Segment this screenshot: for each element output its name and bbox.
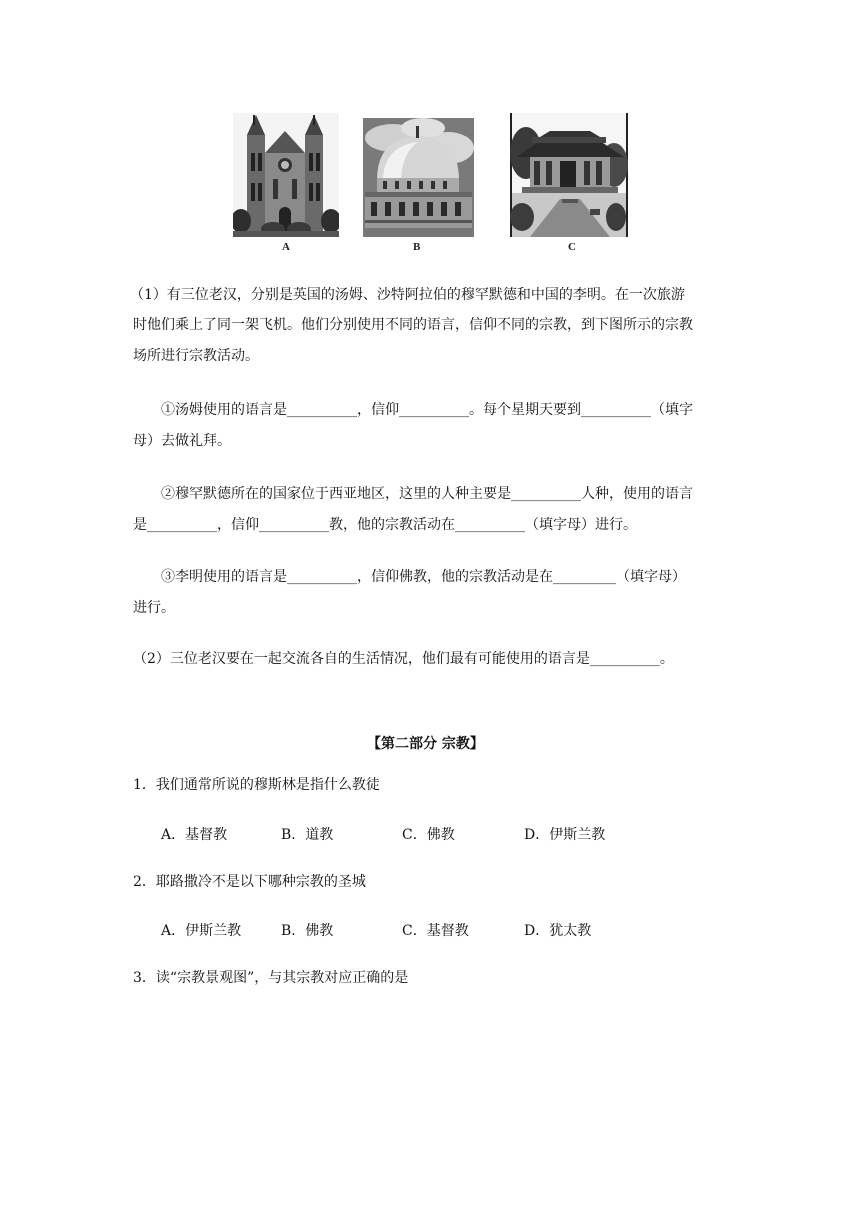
- sub-question-1-line-2: 母）去做礼拜。: [133, 433, 231, 449]
- figure-label-c: C: [568, 241, 576, 253]
- question-2-option-c: C．基督教: [402, 923, 469, 939]
- question-2-option-d: D．犹太教: [524, 923, 592, 939]
- sub-question-2-line-2: 是__________，信仰__________教，他的宗教活动在__________（填字母）进行。: [133, 517, 637, 533]
- figure-label-a: A: [282, 241, 290, 253]
- question-2-option-b: B．佛教: [281, 923, 334, 939]
- question-1-option-d: D．伊斯兰教: [524, 827, 606, 843]
- q1-line-3: 场所进行宗教活动。: [133, 348, 259, 364]
- question-1-stem: 1．我们通常所说的穆斯林是指什么教徒: [133, 777, 380, 793]
- figure-label-b: B: [413, 241, 421, 253]
- sub-question-2-line-1: ②穆罕默德所在的国家位于西亚地区，这里的人种主要是__________人种，使用的语言: [161, 486, 693, 502]
- q1-line-2: 时他们乘上了同一架飞机。他们分别使用不同的语言，信仰不同的宗教，到下图所示的宗教: [133, 317, 693, 333]
- sub-question-3-line-2: 进行。: [133, 600, 175, 616]
- question-2-stem: 2．耶路撒冷不是以下哪种宗教的圣城: [133, 874, 366, 890]
- question-1-option-b: B．道教: [281, 827, 334, 843]
- part2-title: 【第二部分 宗教】: [367, 736, 484, 752]
- q1-line-1: （1）有三位老汉，分别是英国的汤姆、沙特阿拉伯的穆罕默德和中国的李明。在一次旅游: [130, 287, 685, 303]
- question-3-stem: 3．读“宗教景观图”，与其宗教对应正确的是: [133, 970, 409, 986]
- question-1-option-c: C．佛教: [402, 827, 455, 843]
- question-1-option-a: A．基督教: [161, 827, 228, 843]
- buddhist-temple-image: [510, 113, 628, 237]
- mosque-dome-image: [363, 118, 474, 237]
- sub-question-1-line-1: ①汤姆使用的语言是__________，信仰__________。每个星期天要到__________（填字: [161, 402, 693, 418]
- church-image: [233, 113, 339, 237]
- sub-question-3-line-1: ③李明使用的语言是__________，信仰佛教，他的宗教活动是在_________（填字母）: [161, 569, 686, 585]
- question-2-option-a: A．伊斯兰教: [161, 923, 242, 939]
- q2-text: （2）三位老汉要在一起交流各自的生活情况，他们最有可能使用的语言是__________。: [133, 651, 674, 667]
